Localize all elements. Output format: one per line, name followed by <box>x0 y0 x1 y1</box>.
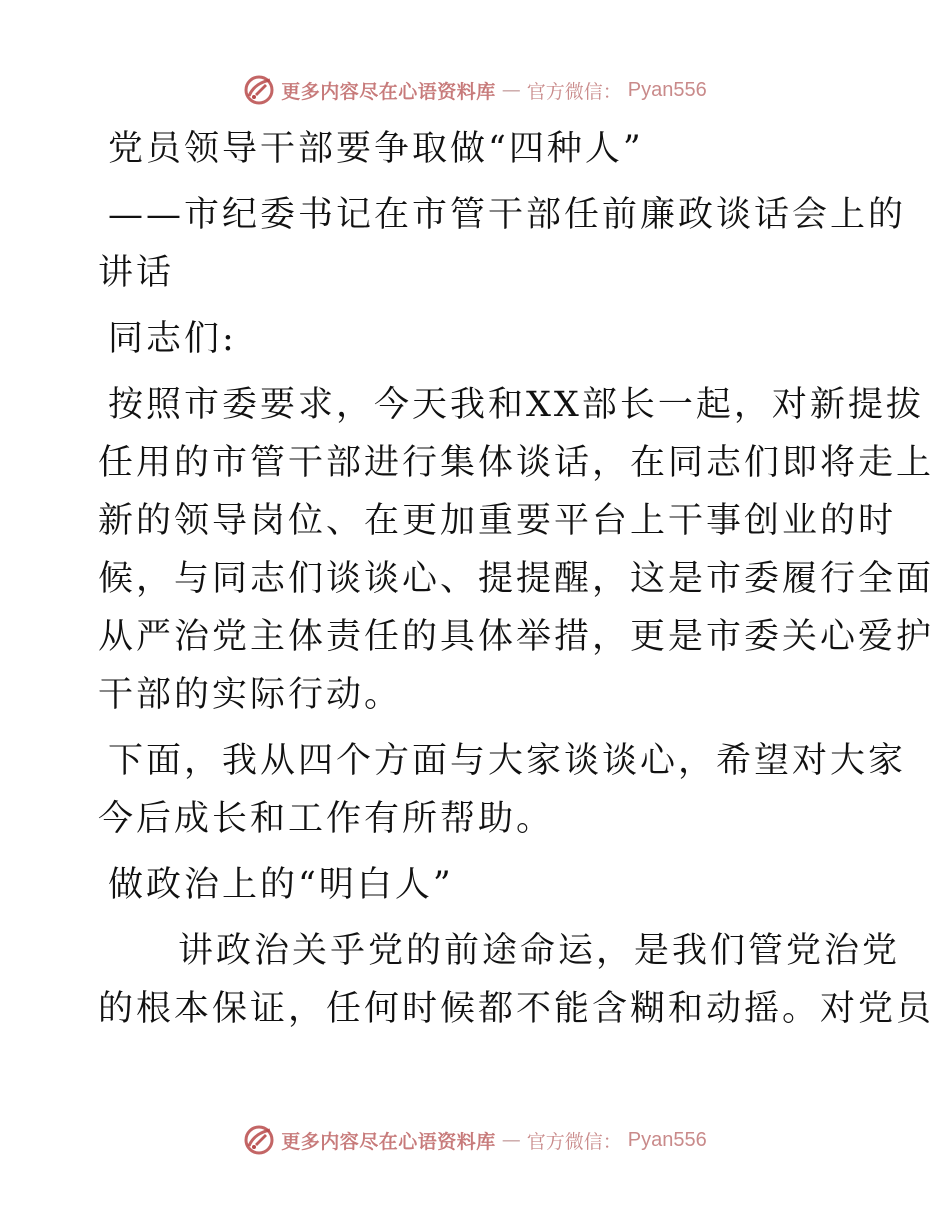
watermark-separator: — <box>501 79 521 101</box>
paragraph-line: 候，与同志们谈谈心、提提醒，这是市委履行全面 <box>98 559 935 599</box>
red-seal-pen-icon <box>243 1124 275 1156</box>
document-body <box>98 120 935 1038</box>
red-seal-pen-icon <box>243 74 275 106</box>
section-heading: 做政治上的“明白人” <box>108 865 454 905</box>
document-title: 党员领导干部要争取做“四种人” <box>108 129 644 169</box>
watermark-separator: — <box>501 1129 521 1151</box>
paragraph-line: 的根本保证，任何时候都不能含糊和动摇。对党员 <box>98 989 935 1029</box>
watermark-banner-bottom <box>0 1120 950 1160</box>
watermark-brand: 更多内容尽在心语资料库 <box>281 1130 496 1153</box>
watermark-banner-top <box>0 70 950 110</box>
paragraph-line: 按照市委要求，今天我和XX部长一起，对新提拔 <box>108 385 924 425</box>
greeting: 同志们: <box>108 319 237 359</box>
watermark-wechat-id: Pyan556 <box>627 78 707 101</box>
paragraph-line: 今后成长和工作有所帮助。 <box>98 799 555 839</box>
paragraph-line: 干部的实际行动。 <box>98 675 403 715</box>
paragraph-line: 从严治党主体责任的具体举措，更是市委关心爱护 <box>98 617 935 657</box>
watermark-wechat-label: 官方微信： <box>526 1130 622 1153</box>
paragraph-line: 下面，我从四个方面与大家谈谈心，希望对大家 <box>108 741 907 781</box>
paragraph-line: 讲政治关乎党的前途命运，是我们管党治党 <box>178 931 901 971</box>
subtitle-line: 讲话 <box>98 253 175 293</box>
watermark-wechat-label: 官方微信： <box>526 80 622 103</box>
subtitle-line: ——市纪委书记在市管干部任前廉政谈话会上的 <box>108 195 907 235</box>
paragraph-line: 任用的市管干部进行集体谈话，在同志们即将走上 <box>98 443 935 483</box>
watermark-wechat-id: Pyan556 <box>627 1128 707 1151</box>
watermark-brand: 更多内容尽在心语资料库 <box>281 80 496 103</box>
paragraph-line: 新的领导岗位、在更加重要平台上干事创业的时 <box>98 501 897 541</box>
